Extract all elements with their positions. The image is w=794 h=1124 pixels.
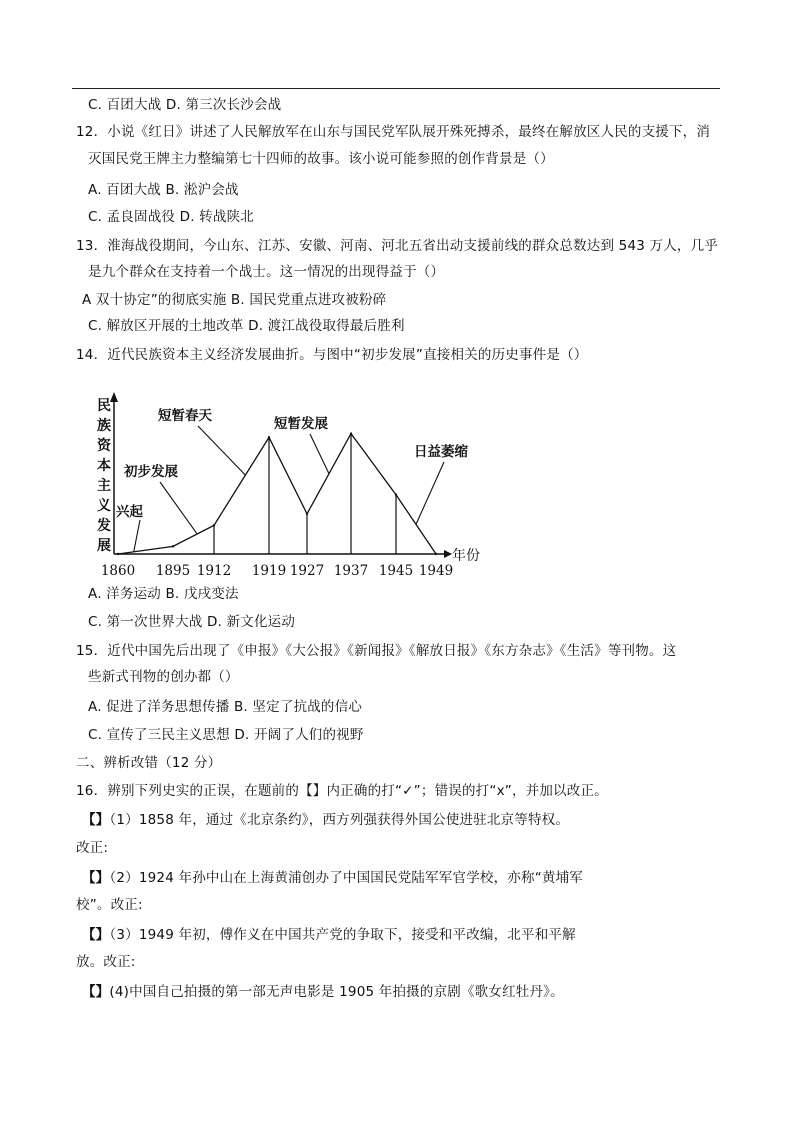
chart-y-axis-arrow (110, 392, 118, 402)
chart-ylabel-char: 资 (97, 438, 111, 454)
chart-x-axis-arrow (444, 550, 452, 558)
chart-annotation: 日益萎缩 (414, 444, 468, 460)
chart-tick-label: 1895 (155, 563, 191, 579)
q15-stem-line2: 些新式刊物的创办都（） (88, 669, 239, 685)
q12-stem-line2: 灭国民党王牌主力整编第七十四师的故事。该小说可能参照的创作背景是（） (88, 151, 554, 167)
chart-point (306, 513, 308, 515)
chart-series-line (118, 434, 436, 554)
q14-options-ab: A. 洋务运动 B. 戊戌变法 (88, 586, 239, 602)
chart-tick-label: 1927 (289, 563, 325, 579)
q16-item1-text: （1）1858 年，通过《北京条约》，西方列强获得外国公使进驻北京等特权。 (109, 812, 570, 828)
q16-item3-text: （3）1949 年初，傅作义在中国共产党的争取下，接受和平改编，北平和平解 (109, 927, 576, 943)
q12-options-ab: A. 百团大战 B. 淞沪会战 (88, 182, 239, 198)
chart-point (268, 436, 270, 438)
header-rule (72, 88, 720, 89)
q16-item2-text: （2）1924 年孙中山在上海黄浦创办了中国国民党陆军军官学校，亦称“黄埔军 (109, 870, 583, 886)
q16-item4 (82, 982, 564, 1002)
q14-stem: 14．近代民族资本主义经济发展曲折。与图中“初步发展”直接相关的历史事件是（） (76, 347, 588, 363)
chart-ylabel-char: 本 (97, 458, 111, 474)
chart-tick-label: 1937 (333, 563, 369, 579)
chart-ylabel-char: 族 (97, 418, 111, 434)
chart-ylabel-char: 发 (97, 518, 111, 534)
q16-fix1: 改正: (76, 840, 109, 856)
q16-item1 (82, 810, 569, 830)
chart-annotation: 短暂发展 (274, 416, 328, 432)
q11-options-cd: C. 百团大战 D. 第三次长沙会战 (88, 97, 282, 113)
chart-ylabel-char: 主 (97, 478, 111, 494)
q15-stem-line1: 15．近代中国先后出现了《申报》《大公报》《新闻报》《解放日报》《东方杂志》《生活》等刊物。这 (76, 643, 677, 659)
q15-options-ab: A. 促进了洋务思想传播 B. 坚定了抗战的信心 (88, 699, 363, 715)
q16-item4-text: (4)中国自己拍摄的第一部无声电影是 1905 年拍摄的京剧《歌女红牡丹》。 (109, 984, 564, 1000)
chart-annotation-pointer (134, 520, 140, 552)
chart-tick-label: 1949 (418, 563, 454, 579)
chart-ylabel-char: 义 (97, 498, 111, 514)
chart-tick-label: 1912 (196, 563, 232, 579)
chart-point (395, 494, 397, 496)
answer-bracket[interactable]: 【】 (82, 984, 110, 1000)
q13-options-ab: A 双十协定”的彻底实施 B. 国民党重点进攻被粉碎 (82, 292, 387, 308)
q13-stem-line1: 13．淮海战役期间，今山东、江苏、安徽、河南、河北五省出动支援前线的群众总数达到 543 万人，几乎 (76, 238, 719, 254)
chart-tick-label: 1919 (251, 563, 287, 579)
q12-stem-line1: 12．小说《红日》讲述了人民解放军在山东与国民党军队展开殊死搏杀，最终在解放区人民的支援下，消 (76, 124, 711, 140)
chart-ylabel (96, 398, 112, 554)
chart-point (117, 553, 119, 555)
chart-point (350, 432, 352, 434)
answer-bracket[interactable]: 【】 (82, 812, 110, 828)
section-heading: 二、辨析改错（12 分） (76, 755, 222, 771)
chart-annotation: 兴起 (116, 504, 143, 520)
q16-item3 (82, 925, 576, 945)
chart-annotation: 短暂春天 (158, 408, 212, 424)
answer-bracket[interactable]: 【】 (82, 870, 110, 886)
chart-point (435, 553, 437, 555)
chart-annotation-pointer (160, 482, 197, 534)
q13-stem-line2: 是九个群众在支持着一个战士。这一情况的出现得益于（） (88, 264, 445, 280)
chart-ylabel-char: 民 (97, 398, 111, 414)
q12-options-cd: C. 孟良固战役 D. 转战陕北 (88, 209, 254, 225)
chart-point (213, 524, 215, 526)
chart-xlabel: 年份 (452, 548, 480, 564)
chart-annotation-pointer (198, 426, 245, 475)
q15-options-cd: C. 宣传了三民主义思想 D. 开阔了人们的视野 (88, 727, 364, 743)
q16-item2-line2: 校”。改正: (76, 897, 143, 913)
chart-point (172, 545, 174, 547)
q16-stem: 16．辨别下列史实的正误，在题前的【】内正确的打“✓”；错误的打“x”，并加以改正。 (76, 783, 608, 799)
answer-bracket[interactable]: 【】 (82, 927, 110, 943)
q13-options-cd: C. 解放区开展的土地改革 D. 渡江战役取得最后胜利 (88, 318, 405, 334)
q16-item3-line2: 放。改正: (76, 954, 136, 970)
q14-options-cd: C. 第一次世界大战 D. 新文化运动 (88, 614, 296, 630)
chart-tick-label: 1860 (100, 563, 136, 579)
chart-annotation-pointer (310, 434, 329, 474)
chart-annotation-pointer (416, 462, 444, 524)
chart-ylabel-char: 展 (97, 538, 111, 554)
chart-tick-label: 1945 (378, 563, 414, 579)
chart-annotation: 初步发展 (124, 464, 178, 480)
q16-item2 (82, 868, 583, 888)
capitalism-development-chart (96, 384, 496, 584)
